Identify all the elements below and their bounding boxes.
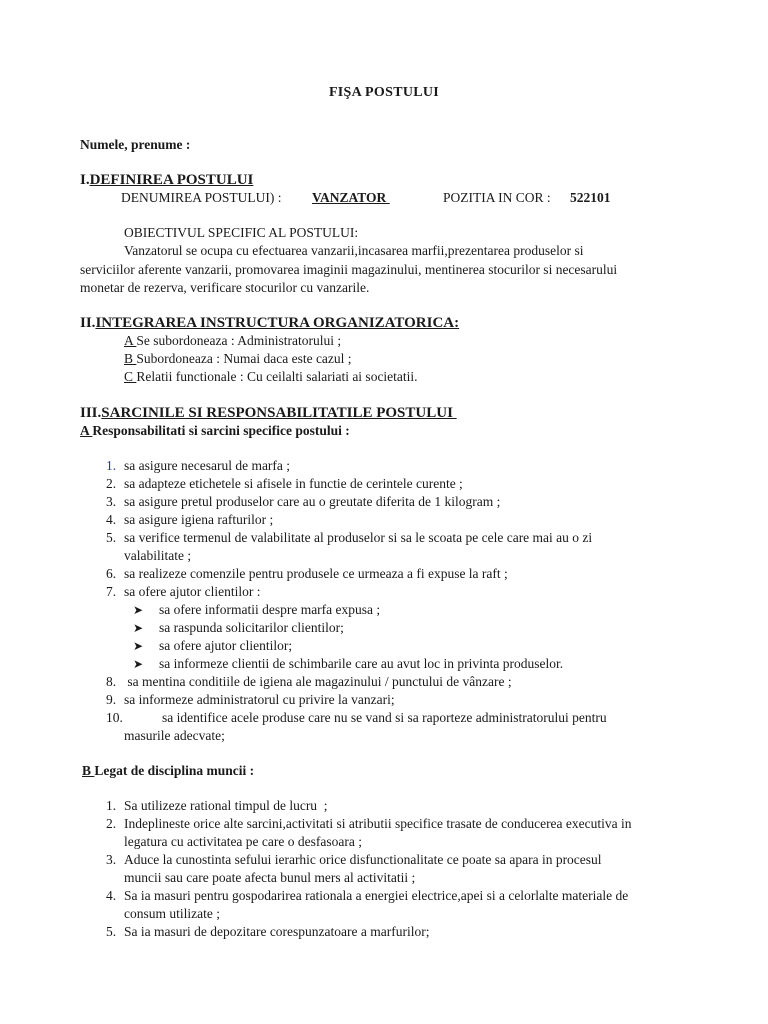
section3-title: SARCINILE SI RESPONSABILITATILE POSTULUI <box>101 405 457 421</box>
list-item <box>80 815 700 851</box>
responsibilities-list-continued <box>80 673 700 745</box>
section1-title: DEFINIREA POSTULUI <box>89 172 254 188</box>
item-number: 3. <box>106 494 117 509</box>
section2-title: INTEGRAREA INSTRUCTURA ORGANIZATORICA: <box>95 315 460 331</box>
subsection-b-title: Legat de disciplina muncii : <box>94 763 255 778</box>
item-text-continued: consum utilizate ; <box>124 906 220 921</box>
sublist-text: sa ofere ajutor clientilor; <box>159 638 293 653</box>
sublist-text: sa raspunda solicitarilor clientilor; <box>159 620 344 635</box>
item-number: 1. <box>106 798 117 813</box>
item-text-continued: muncii sau care poate afecta bunul mers al activitatii ; <box>124 870 416 885</box>
item-number: 4. <box>106 512 117 527</box>
section1-prefix: I. <box>80 172 90 188</box>
list-item <box>80 565 700 583</box>
item-number: 5. <box>106 530 117 545</box>
section3-prefix: III. <box>80 405 102 421</box>
item-number: 7. <box>106 584 117 599</box>
responsibilities-list <box>80 457 700 601</box>
item-text: sa ofere ajutor clientilor : <box>124 584 261 599</box>
item-text: sa asigure igiena rafturilor ; <box>124 512 274 527</box>
item-number: 10. <box>106 710 123 725</box>
objective-line-1: Vanzatorul se ocupa cu efectuarea vanzarii,incasarea marfii,prezentarea produselor si <box>124 243 584 258</box>
item-number: 9. <box>106 692 117 707</box>
sublist-text: sa ofere informatii despre marfa expusa ; <box>159 602 381 617</box>
subsection-a-letter: A <box>80 423 93 438</box>
list-item <box>80 475 700 493</box>
list-item <box>80 709 700 745</box>
subsection-b-letter: B <box>82 763 95 778</box>
sublist-item <box>133 655 693 673</box>
section2-prefix: II. <box>80 315 96 331</box>
sublist-item <box>133 601 693 619</box>
item-number: 6. <box>106 566 117 581</box>
objective-line-3: monetar de rezerva, verificare stocurilor cu vanzarile. <box>80 280 370 295</box>
arrow-bullet-icon: ➤ <box>133 639 144 653</box>
item-number: 2. <box>106 476 117 491</box>
section1-heading <box>80 171 253 189</box>
list-item <box>80 691 700 709</box>
name-label: Numele, prenume : <box>80 137 191 152</box>
sublist-item <box>133 637 693 655</box>
item-text: sa verifice termenul de valabilitate al produselor si sa le scoata pe cele care mai au o zi <box>124 530 593 545</box>
relation-item <box>124 332 341 350</box>
list-item <box>80 493 700 511</box>
item-text: sa informeze administratorul cu privire la vanzari; <box>124 692 395 707</box>
denumire-label: DENUMIREA POSTULUI) : <box>121 190 282 205</box>
sublist-item <box>133 619 693 637</box>
arrow-bullet-icon: ➤ <box>133 603 144 617</box>
cor-value: 522101 <box>570 190 611 205</box>
client-help-sublist <box>133 601 693 673</box>
relation-text: Subordoneaza : Numai daca este cazul ; <box>136 351 352 366</box>
relation-item <box>124 368 418 386</box>
item-text: sa identifice acele produse care nu se vand si sa raporteze administratorului pentru <box>162 710 607 725</box>
list-item <box>80 797 700 815</box>
subsection-a-title: Responsabilitati si sarcini specifice postului : <box>92 423 350 438</box>
list-item <box>80 511 700 529</box>
discipline-list <box>80 797 700 941</box>
section2-heading <box>80 314 459 332</box>
item-number: 1. <box>106 458 117 473</box>
item-text: sa adapteze etichetele si afisele in functie de cerintele curente ; <box>124 476 463 491</box>
list-item <box>80 583 700 601</box>
list-item <box>80 887 700 923</box>
relation-text: Se subordoneaza : Administratorului ; <box>136 333 342 348</box>
item-text: Sa ia masuri pentru gospodarirea rationala a energiei electrice,apei si a celorlalte materiale de <box>124 888 629 903</box>
item-text-continued: masurile adecvate; <box>124 728 225 743</box>
item-number: 5. <box>106 924 117 939</box>
relation-item <box>124 350 352 368</box>
item-text-continued: valabilitate ; <box>124 548 192 563</box>
item-text-continued: legatura cu activitatea pe care o desfasoara ; <box>124 834 362 849</box>
document-title: FIŞA POSTULUI <box>328 85 440 100</box>
item-text: sa realizeze comenzile pentru produsele ce urmeaza a fi expuse la raft ; <box>124 566 508 581</box>
item-text: sa asigure necesarul de marfa ; <box>124 458 291 473</box>
item-text: sa asigure pretul produselor care au o greutate diferita de 1 kilogram ; <box>124 494 501 509</box>
sublist-text: sa informeze clientii de schimbarile care au avut loc in privinta produselor. <box>159 656 564 671</box>
objective-line-2: serviciilor aferente vanzarii, promovarea imaginii magazinului, mentinerea stocurilor si necesarului <box>80 262 618 277</box>
list-item <box>80 851 700 887</box>
denumire-value: VANZATOR <box>312 190 390 205</box>
relation-letter: B <box>124 351 137 366</box>
item-number: 3. <box>106 852 117 867</box>
list-item <box>80 457 700 475</box>
item-number: 8. <box>106 674 117 689</box>
list-item <box>80 529 700 565</box>
item-text: Aduce la cunostinta sefului ierarhic orice disfunctionalitate ce poate sa apara in procesul <box>124 852 602 867</box>
relation-letter: C <box>124 369 137 384</box>
relation-letter: A <box>124 333 137 348</box>
objective-title: OBIECTIVUL SPECIFIC AL POSTULUI: <box>124 225 359 240</box>
item-text: Indeplineste orice alte sarcini,activitati si atributii specifice trasate de conducerea executiva in <box>124 816 632 831</box>
subsection-a-heading <box>80 422 350 440</box>
list-item <box>80 923 700 941</box>
item-text: Sa ia masuri de depozitare corespunzatoare a marfurilor; <box>124 924 430 939</box>
item-text: sa mentina conditiile de igiena ale magazinului / punctului de vânzare ; <box>124 674 512 689</box>
item-text: Sa utilizeze rational timpul de lucru ; <box>124 798 328 813</box>
item-number: 2. <box>106 816 117 831</box>
relation-text: Relatii functionale : Cu ceilalti salariati ai societatii. <box>136 369 418 384</box>
cor-label: POZITIA IN COR : <box>443 190 551 205</box>
item-number: 4. <box>106 888 117 903</box>
arrow-bullet-icon: ➤ <box>133 657 144 671</box>
arrow-bullet-icon: ➤ <box>133 621 144 635</box>
subsection-b-heading <box>82 762 254 780</box>
section3-heading <box>80 404 457 422</box>
list-item <box>80 673 700 691</box>
